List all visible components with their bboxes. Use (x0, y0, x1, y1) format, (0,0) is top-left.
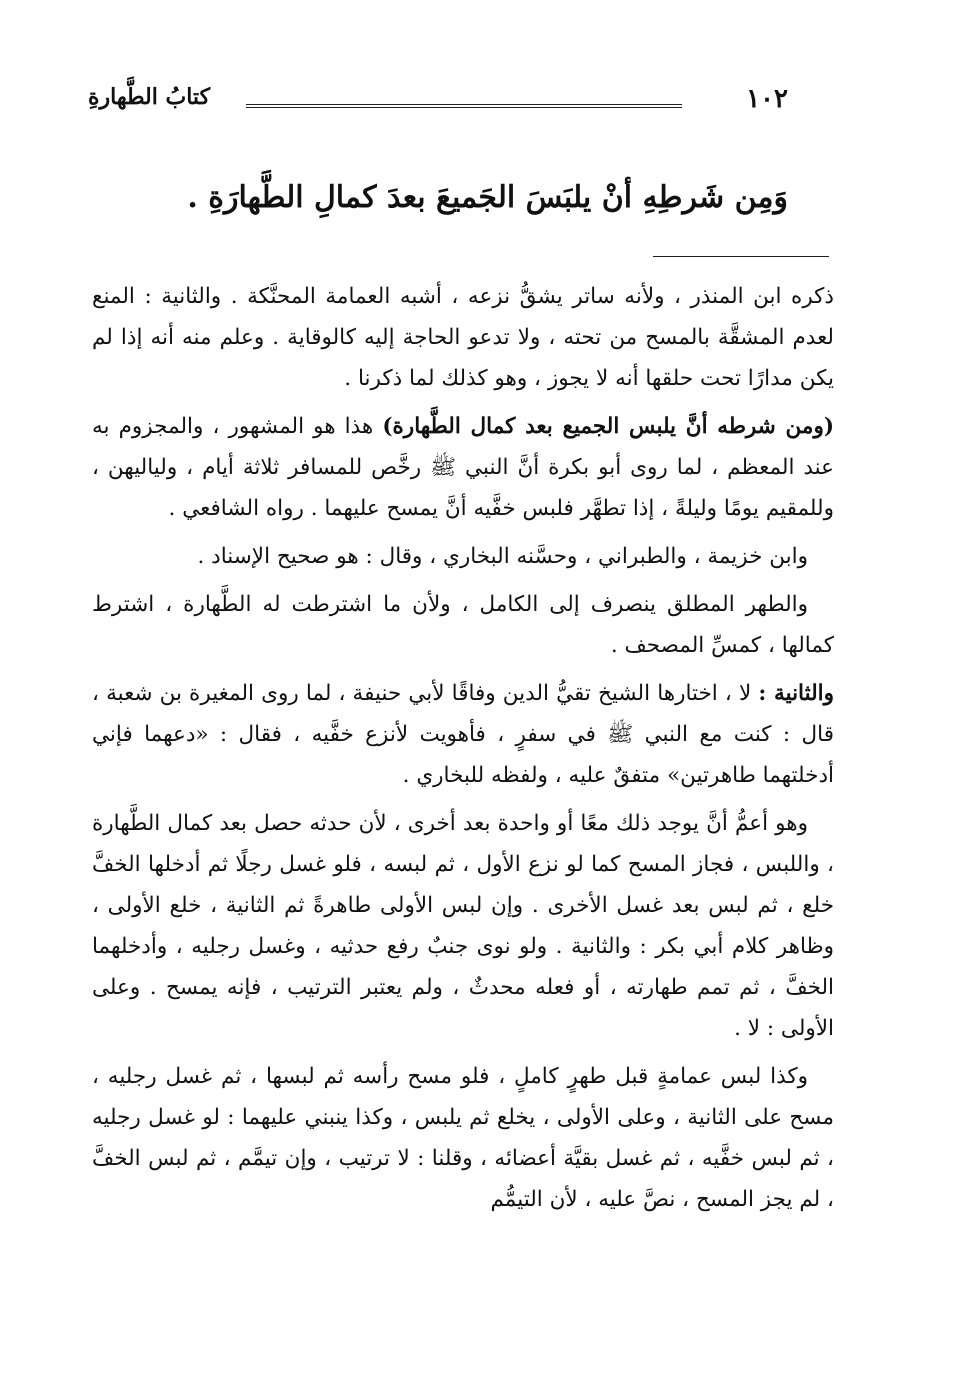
header-rule (246, 104, 682, 108)
paragraph-text: هذا هو المشهور ، والمجزوم به عند المعظم ، لما روى أبو بكرة أنَّ النبي ﷺ رخَّص للمسافر ثلاثة أيام ، ولياليهن ، وللمقيم يومًا وليلةً ، إذا تطهَّر فلبس خفَّيه أنَّ يمسح عليهما . رواه الشافعي . (92, 414, 834, 521)
separator-rule (653, 256, 829, 257)
commentary-paragraph-6: وهو أعمُّ أنَّ يوجد ذلك معًا أو واحدة بعد أخرى ، لأن حدثه حصل بعد كمال الطَّهارة ، واللبس ، فجاز المسح كما لو نزع الأول ، ثم لبسه ، فلو غسل رجلًا ثم أدخلها الخفَّ خلع ، ثم لبس بعد غسل الأخرى . وإن لبس الأولى طاهرةً ثم الثانية ، خلع الأولى ، وظاهر كلام أبي بكر : والثانية . ولو نوى جنبٌ رفع حدثيه ، وغسل رجليه ، وأدخلهما الخفَّ ، ثم تمم طهارته ، أو فعله محدثٌ ، ولم يعتبر الترتيب ، فإنه يمسح . وعلى الأولى : لا . (92, 811, 834, 1041)
commentary-paragraph-5 (92, 673, 834, 796)
page-header (88, 82, 788, 126)
commentary-paragraph-4: والطهر المطلق ينصرف إلى الكامل ، ولأن ما اشترطت له الطَّهارة ، اشترط كمالها ، كمسِّ المصحف . (92, 592, 834, 658)
second-opinion-label: والثانية : (758, 681, 834, 706)
page-number: ١٠٢ (746, 84, 788, 114)
commentary-body (92, 276, 834, 1227)
commentary-paragraph-3: وابن خزيمة ، والطبراني ، وحسَّنه البخاري ، وقال : هو صحيح الإسناد . (197, 544, 808, 569)
paragraph-text: لا ، اختارها الشيخ تقيُّ الدين وفاقًا لأبي حنيفة ، لما روى المغيرة بن شعبة ، قال : كنت مع النبي ﷺ في سفرٍ ، فأهويت لأنزع خفَّيه ، فقال : «دعهما فإني أدخلتهما طاهرتين» متفقٌ عليه ، ولفظه للبخاري . (92, 681, 834, 788)
matn-text: وَمِن شَرطِهِ أنْ يلبَسَ الجَميعَ بعدَ كمالِ الطَّهارَةِ . (187, 180, 788, 215)
commentary-paragraph-1: ذكره ابن المنذر ، ولأنه ساتر يشقُّ نزعه ، أشبه العمامة المحنَّكة . والثانية : المنع لعدم المشقَّة بالمسح من تحته ، ولا تدعو الحاجة إليه كالوقاية . وعلم منه أنه إذا لم يكن مدارًا تحت حلقها أنه لا يجوز ، وهو كذلك لما ذكرنا . (92, 284, 834, 391)
commentary-paragraph-7: وكذا لبس عمامةٍ قبل طهرٍ كاملٍ ، فلو مسح رأسه ثم لبسها ، ثم غسل رجليه ، مسح على الثانية ، وعلى الأولى ، يخلع ثم يلبس ، وكذا ينبني عليهما : لو غسل رجليه ، ثم لبس خفَّيه ، ثم غسل بقيَّة أعضائه ، وقلنا : لا ترتيب ، وإن تيمَّم ، ثم لبس الخفَّ ، لم يجز المسح ، نصَّ عليه ، لأن التيمُّم (92, 1064, 834, 1212)
quoted-matn: (ومن شرطه أنَّ يلبس الجميع بعد كمال الطَّهارة) (382, 414, 834, 439)
book-title: كتابُ الطَّهارةِ (88, 84, 211, 110)
commentary-paragraph-2 (92, 406, 834, 529)
